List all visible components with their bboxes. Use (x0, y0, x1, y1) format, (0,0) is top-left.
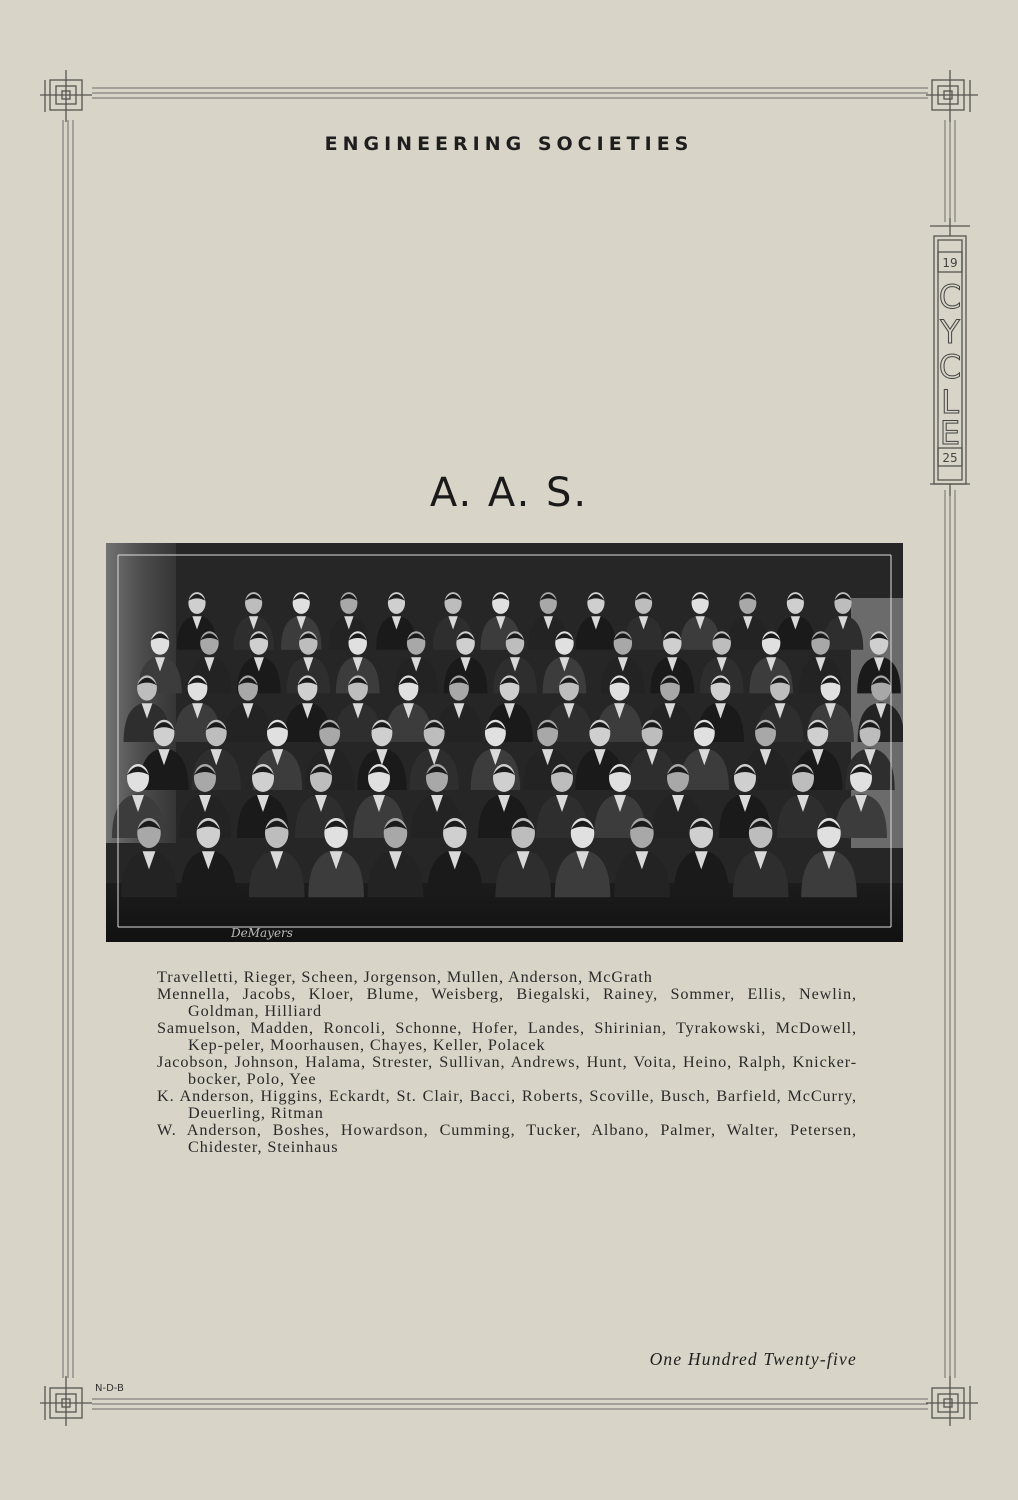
member-names (157, 969, 857, 1156)
group-photo (106, 543, 903, 942)
page-title: ENGINEERING SOCIETIES (324, 133, 694, 155)
page-number: One Hundred Twenty-five (649, 1349, 857, 1369)
photographer-signature: DeMayers (231, 926, 293, 940)
artist-initials: N-D-B (95, 1383, 124, 1394)
caption-row-1: Travelletti, Rieger, Scheen, Jorgenson, Mullen, Anderson, McGrath (157, 968, 653, 986)
caption-row-4: Jacobson, Johnson, Halama, Strester, Sullivan, Andrews, Hunt, Voita, Heino, Ralph, Knicker-bocker, Polo, Yee (157, 1053, 857, 1088)
cycle-letter-e: E (939, 414, 961, 452)
caption-row-6: W. Anderson, Boshes, Howardson, Cumming, Tucker, Albano, Palmer, Walter, Petersen, Chidester, Steinhaus (157, 1121, 857, 1156)
caption-row-2: Mennella, Jacobs, Kloer, Blume, Weisberg, Biegalski, Rainey, Sommer, Ellis, Newlin, Goldman, Hilliard (157, 985, 857, 1020)
caption-row-3: Samuelson, Madden, Roncoli, Schonne, Hofer, Landes, Shirinian, Tyrakowski, McDowell, Kep-peler, Moorhausen, Chayes, Keller, Polacek (157, 1019, 857, 1054)
cycle-letter-c1: C (938, 278, 962, 316)
caption-row-5: K. Anderson, Higgins, Eckardt, St. Clair, Bacci, Roberts, Scoville, Busch, Barfield, McCurry, Deuerling, Ritman (157, 1087, 857, 1122)
cycle-year-top: 19 (942, 256, 958, 270)
cycle-letter-c2: C (938, 348, 962, 386)
cycle-letter-l: L (941, 383, 959, 421)
cycle-letter-y: Y (940, 313, 960, 351)
cycle-year-bottom: 25 (942, 451, 958, 465)
society-title: A. A. S. (429, 470, 589, 516)
